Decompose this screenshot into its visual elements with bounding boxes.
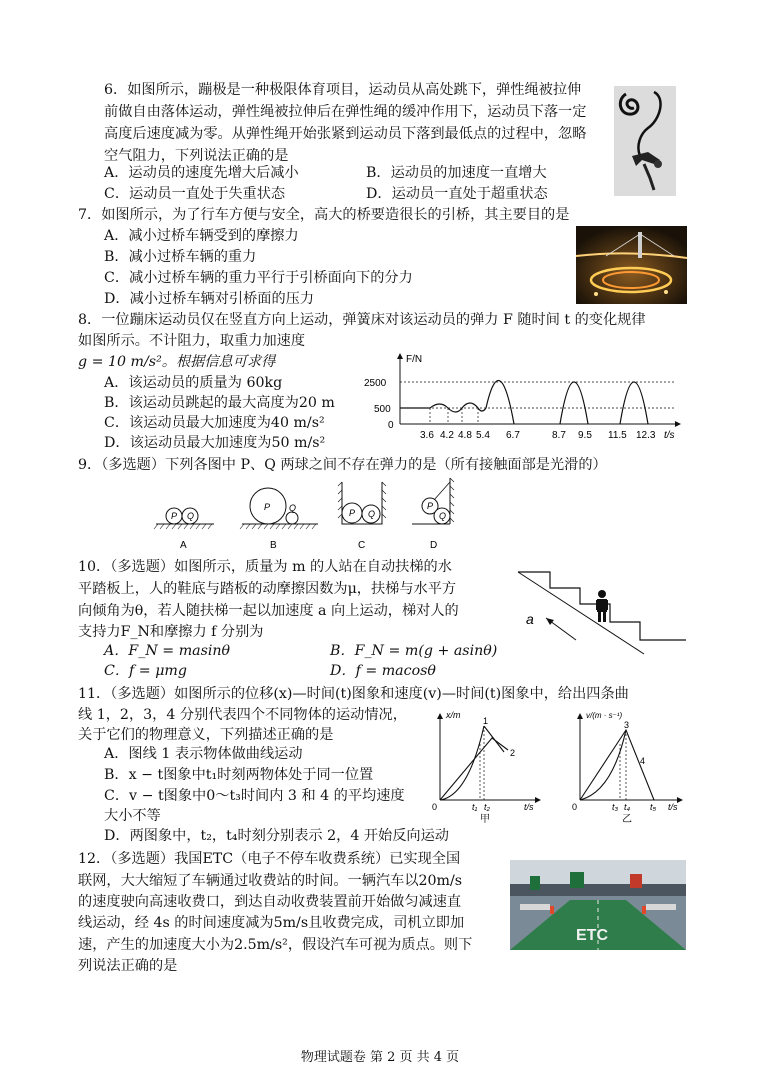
ball-p-b: P xyxy=(264,502,271,512)
q11-line-3: 关于它们的物理意义，下列描述正确的是 xyxy=(78,727,334,743)
q10-option-c: C．f = μmg xyxy=(104,663,187,679)
q12-line-4: 线运动，经 4s 的时间速度减为5m/s且收费完成，司机立即加 xyxy=(78,915,465,931)
q10-line-4: 支持力F_N和摩擦力 f 分别为 xyxy=(78,624,264,640)
q6-option-d: D．运动员一直处于超重状态 xyxy=(366,186,548,202)
jia-origin: 0 xyxy=(432,802,438,812)
q11-option-a: A．图线 1 表示物体做曲线运动 xyxy=(104,746,303,762)
q9-label-c: C xyxy=(358,540,366,551)
xtick-9-5: 9.5 xyxy=(578,430,592,441)
q12-line-3: 的速度驶向高速收费口，到达自动收费装置前开始做匀减速直 xyxy=(78,894,462,910)
q9-label-a: A xyxy=(180,540,187,551)
jia-xlabel: t/s xyxy=(524,802,534,812)
q7-option-b: B．减小过桥车辆的重力 xyxy=(104,249,257,265)
ball-q-d: Q xyxy=(439,511,447,521)
q11-option-c2: 大小不等 xyxy=(104,808,161,824)
yi-t3: t₃ xyxy=(612,802,619,812)
q11-option-c1: C．v − t图象中0～t₃时间内 3 和 4 的平均速度 xyxy=(104,788,405,804)
q10-option-a: A．F_N = masinθ xyxy=(104,643,231,659)
q8-option-b: B．该运动员跳起的最大高度为20 m xyxy=(104,395,335,411)
q6-line-2: 前做自由落体运动，弹性绳被拉伸后在弹性绳的缓冲作用下，运动员下落一定 xyxy=(104,104,587,120)
q6-option-a: A．运动员的速度先增大后减小 xyxy=(104,165,299,181)
q8-line-2: 如图所示。不计阻力，取重力加速度 xyxy=(78,333,306,349)
q7-option-a: A．减小过桥车辆受到的摩擦力 xyxy=(104,228,299,244)
q12-line-6: 列说法正确的是 xyxy=(78,958,178,974)
yi-t4: t₄ xyxy=(624,802,631,812)
q11-line-2: 线 1，2，3，4 分别代表四个不同物体的运动情况， xyxy=(78,707,407,723)
q6-line-1: 6．如图所示，蹦极是一种极限体育项目，运动员从高处跳下，弹性绳被拉伸 xyxy=(104,82,582,98)
q12-line-2: 联网，大大缩短了车辆通过收费站的时间。一辆汽车以20m/s xyxy=(78,873,463,889)
q10-option-b: B．F_N = m(g + asinθ) xyxy=(330,643,498,659)
xtick-12-3: 12.3 xyxy=(636,430,656,441)
q8-option-c: C．该运动员最大加速度为40 m/s² xyxy=(104,415,325,431)
q8-line-3: g = 10 m/s²。根据信息可求得 xyxy=(78,354,276,370)
xtick-6-7: 6.7 xyxy=(506,430,520,441)
yi-curve-3: 3 xyxy=(624,720,630,730)
ball-q-a: Q xyxy=(187,511,195,521)
q6-option-b: B．运动员的加速度一直增大 xyxy=(366,165,547,181)
q7-option-d: D．减小过桥车辆对引桥面的压力 xyxy=(104,291,315,307)
q11-line-1: 11．（多选题）如图所示的位移(x)—时间(t)图象和速度(v)—时间(t)图象中，给出四条曲 xyxy=(78,686,629,702)
q6-option-c: C．运动员一直处于失重状态 xyxy=(104,186,286,202)
q10-option-d: D．f = macosθ xyxy=(330,663,436,679)
xtick-8-7: 8.7 xyxy=(552,430,566,441)
q8-option-d: D．该运动员最大加速度为50 m/s² xyxy=(104,435,326,451)
q7-option-c: C．减小过桥车辆的重力平行于引桥面向下的分力 xyxy=(104,270,413,286)
graph-ylabel: F/N xyxy=(406,354,423,365)
ball-q-c: Q xyxy=(368,509,376,519)
etc-road-text: ETC xyxy=(576,927,608,944)
ball-q-b: Q xyxy=(289,503,297,513)
escalator-figure xyxy=(516,568,688,658)
q12-line-5: 速，产生的加速度大小为2.5m/s²，假设汽车可视为质点。则下 xyxy=(78,937,473,953)
q12-line-1: 12．（多选题）我国ETC（电子不停车收费系统）已实现全国 xyxy=(78,851,461,867)
ytick-500: 500 xyxy=(374,404,391,415)
graph-jia xyxy=(428,706,550,824)
xtick-3-6: 3.6 xyxy=(420,430,434,441)
ytick-0: 0 xyxy=(388,420,394,431)
q7-stem: 7．如图所示，为了行车方便与安全，高大的桥要造很长的引桥，其主要目的是 xyxy=(78,207,570,223)
graph-yi xyxy=(568,706,692,824)
q10-line-2: 平踏板上，人的鞋底与踏板的动摩擦因数为μ，扶梯与水平方 xyxy=(78,581,457,597)
page-footer: 物理试题卷 第 2 页 共 4 页 xyxy=(300,1050,460,1065)
ball-p-d: P xyxy=(427,501,434,511)
graph-xlabel: t/s xyxy=(664,430,675,441)
etc-photo xyxy=(510,860,686,950)
q9-stem: 9．（多选题）下列各图中 P、Q 两球之间不存在弹力的是（所有接触面部是光滑的） xyxy=(78,457,607,473)
jia-t2: t₂ xyxy=(484,802,490,812)
q9-label-d: D xyxy=(430,540,438,551)
jia-ylabel: x/m xyxy=(446,710,461,720)
bungee-photo xyxy=(614,86,676,196)
ball-p-a: P xyxy=(171,511,178,521)
xtick-4-8: 4.8 xyxy=(458,430,472,441)
ytick-2500: 2500 xyxy=(364,378,387,389)
jia-curve-1: 1 xyxy=(483,716,489,726)
yi-xlabel: t/s xyxy=(668,802,678,812)
q6-line-4: 空气阻力，下列说法正确的是 xyxy=(104,148,289,164)
q8-line-1: 8．一位蹦床运动员仅在竖直方向上运动，弹簧床对该运动员的弹力 F 随时间 t 的变化规律 xyxy=(78,312,646,328)
force-time-graph xyxy=(364,348,698,448)
yi-origin: 0 xyxy=(572,802,578,812)
q8-option-a: A．该运动员的质量为 60kg xyxy=(104,375,283,391)
yi-t5: t₅ xyxy=(650,802,657,812)
jia-curve-2: 2 xyxy=(510,748,516,758)
xtick-5-4: 5.4 xyxy=(476,430,490,441)
q11-option-d: D．两图象中，t₂，t₄时刻分别表示 2，4 开始反向运动 xyxy=(104,828,449,844)
ball-p-c: P xyxy=(349,508,356,518)
q10-line-1: 10．（多选题）如图所示，质量为 m 的人站在自动扶梯的水 xyxy=(78,559,452,575)
jia-caption: 甲 xyxy=(480,814,490,824)
yi-ylabel: v/(m · s⁻¹) xyxy=(586,711,623,720)
acceleration-label: a xyxy=(526,611,534,627)
q10-line-3: 向倾角为θ，若人随扶梯一起以加速度 a 向上运动，梯对人的 xyxy=(78,603,459,619)
q11-option-b: B．x − t图象中t₁时刻两物体处于同一位置 xyxy=(104,767,374,783)
q9-figures xyxy=(150,476,470,554)
q6-line-3: 高度后速度减为零。从弹性绳开始张紧到运动员下落到最低点的过程中，忽略 xyxy=(104,126,587,142)
bridge-photo xyxy=(576,226,687,304)
jia-t1: t₁ xyxy=(472,802,478,812)
yi-caption: 乙 xyxy=(622,814,632,824)
xtick-4-2: 4.2 xyxy=(440,430,454,441)
yi-curve-4: 4 xyxy=(640,756,646,766)
q9-label-b: B xyxy=(270,540,277,551)
xtick-11-5: 11.5 xyxy=(608,430,627,441)
